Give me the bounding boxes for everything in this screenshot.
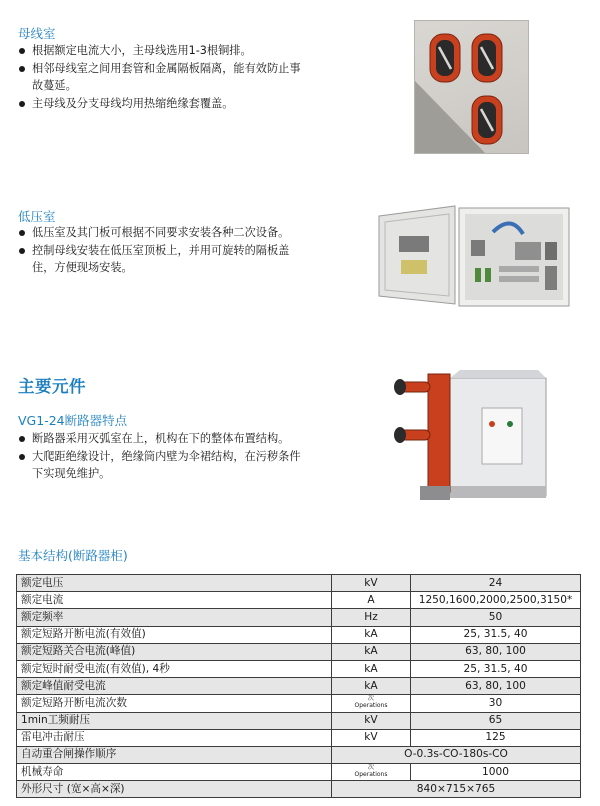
unit-cn: 次 [367, 695, 374, 703]
table-row [17, 592, 581, 609]
operations-unit [355, 765, 388, 778]
unit-cell [332, 764, 411, 781]
unit-cell [332, 695, 411, 712]
breaker-bullet-list [18, 430, 303, 483]
param-cell: 额定电压 [17, 575, 332, 592]
bullet-item: 根据额定电流大小，主母线选用1-3根铜排。 [18, 42, 303, 60]
value-cell: 840×715×765 [332, 781, 581, 798]
table-row [17, 695, 581, 712]
param-cell: 额定短时耐受电流(有效值), 4秒 [17, 660, 332, 677]
lv-bullet-list [18, 224, 303, 277]
param-cell: 额定电流 [17, 592, 332, 609]
param-cell: 额定峰值耐受电流 [17, 678, 332, 695]
unit-cell: kV [332, 712, 411, 729]
bullet-item: 控制母线安装在低压室顶板上，并用可旋转的隔板盖住，方便现场安装。 [18, 242, 303, 277]
param-cell: 自动重合闸操作顺序 [17, 746, 332, 763]
value-cell: 1250,1600,2000,2500,3150* [411, 592, 581, 609]
bullet-item: 主母线及分支母线均用热缩绝缘套覆盖。 [18, 95, 303, 113]
table-row [17, 712, 581, 729]
value-cell: 30 [411, 695, 581, 712]
table-title: 基本结构(断路器柜) [18, 548, 128, 563]
table-row [17, 781, 581, 798]
value-cell: 24 [411, 575, 581, 592]
value-cell: 50 [411, 609, 581, 626]
main-components-title: 主要元件 [18, 377, 86, 396]
vacuum-circuit-breaker-photo [390, 368, 550, 506]
unit-cell: kA [332, 643, 411, 660]
bullet-item: 大爬距绝缘设计，绝缘筒内壁为伞裙结构，在污秽条件下实现免维护。 [18, 448, 303, 483]
operations-unit [355, 696, 388, 709]
param-cell: 外形尺寸 (宽×高×深) [17, 781, 332, 798]
bullet-item: 断路器采用灭弧室在上，机构在下的整体布置结构。 [18, 430, 303, 448]
unit-cell: Hz [332, 609, 411, 626]
busbar-compartment-photo [414, 20, 529, 154]
busbar-section-title: 母线室 [18, 26, 56, 41]
value-cell: O-0.3s-CO-180s-CO [332, 746, 581, 763]
unit-cell: A [332, 592, 411, 609]
table-row [17, 609, 581, 626]
unit-cell: kA [332, 626, 411, 643]
value-cell: 65 [411, 712, 581, 729]
param-cell: 额定频率 [17, 609, 332, 626]
spec-table [16, 574, 581, 798]
table-row [17, 764, 581, 781]
value-cell: 63, 80, 100 [411, 678, 581, 695]
unit-cell: kV [332, 729, 411, 746]
param-cell: 1min工频耐压 [17, 712, 332, 729]
param-cell: 机械寿命 [17, 764, 332, 781]
bullet-item: 低压室及其门板可根据不同要求安装各种二次设备。 [18, 224, 303, 242]
param-cell: 额定短路关合电流(峰值) [17, 643, 332, 660]
bullet-item: 相邻母线室之间用套管和金属隔板隔离，能有效防止事故蔓延。 [18, 60, 303, 95]
breaker-features-title: VG1-24断路器特点 [18, 413, 128, 428]
low-voltage-compartment-photo [375, 202, 571, 308]
lv-section-title: 低压室 [18, 209, 56, 224]
table-row [17, 626, 581, 643]
unit-cn: 次 [367, 764, 374, 772]
unit-cell: kV [332, 575, 411, 592]
unit-cell: kA [332, 678, 411, 695]
table-row [17, 729, 581, 746]
value-cell: 125 [411, 729, 581, 746]
param-cell: 雷电冲击耐压 [17, 729, 332, 746]
value-cell: 1000 [411, 764, 581, 781]
table-row [17, 746, 581, 763]
table-row [17, 678, 581, 695]
table-row [17, 575, 581, 592]
busbar-bullet-list [18, 42, 303, 112]
value-cell: 63, 80, 100 [411, 643, 581, 660]
param-cell: 额定短路开断电流(有效值) [17, 626, 332, 643]
value-cell: 25, 31.5, 40 [411, 660, 581, 677]
param-cell: 额定短路开断电流次数 [17, 695, 332, 712]
table-row [17, 660, 581, 677]
table-row [17, 643, 581, 660]
unit-en: Operations [354, 770, 388, 778]
unit-cell: kA [332, 660, 411, 677]
unit-en: Operations [354, 701, 388, 709]
value-cell: 25, 31.5, 40 [411, 626, 581, 643]
